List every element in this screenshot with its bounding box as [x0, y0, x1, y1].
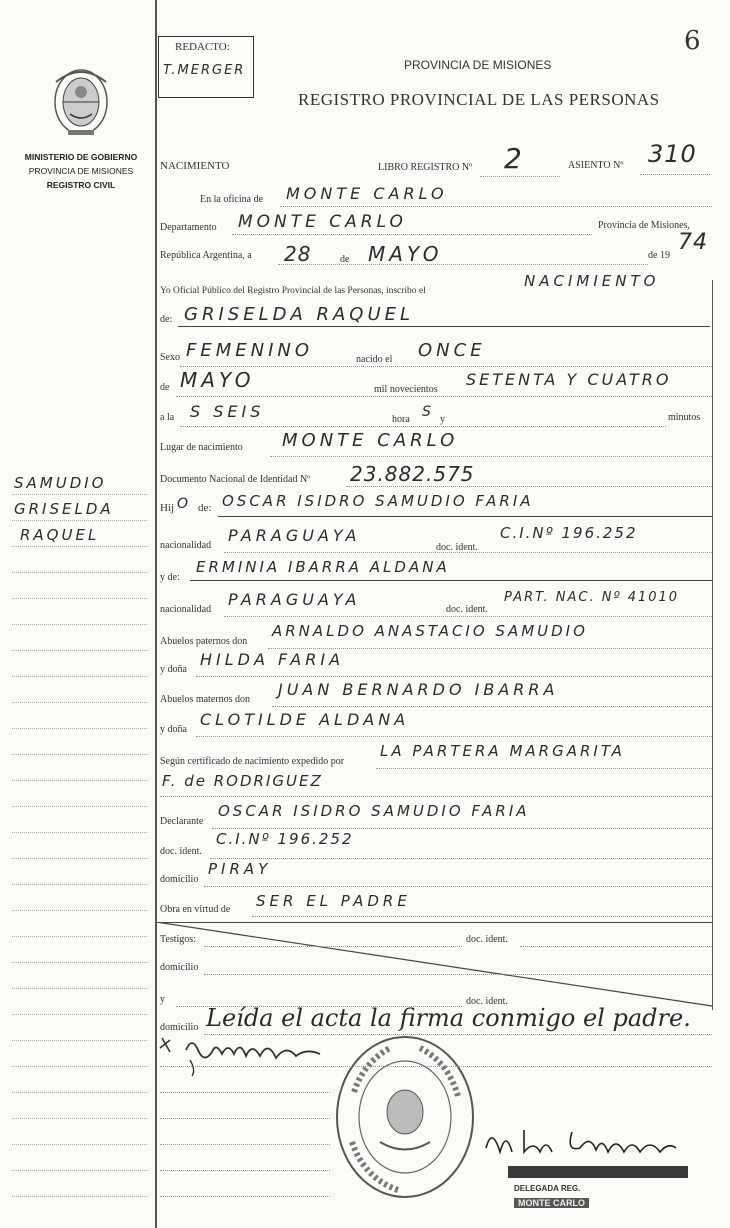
body-dots — [160, 1170, 330, 1171]
margin-dots — [12, 572, 147, 573]
hora-dots — [180, 426, 666, 427]
de2-label: de — [160, 382, 170, 393]
nacido-value: ONCE — [418, 340, 486, 361]
margin-dots — [12, 1092, 147, 1093]
declarant-signature — [156, 1030, 356, 1080]
body-dots — [160, 1144, 330, 1145]
margin-dots — [12, 546, 147, 547]
day-value: 28 — [284, 242, 312, 266]
margin-dots — [12, 910, 147, 911]
margin-dots — [12, 1196, 147, 1197]
body-dots — [160, 1092, 330, 1093]
month2-dots — [176, 396, 712, 397]
month-value: MAYO — [368, 242, 443, 266]
dni-value: 23.882.575 — [350, 462, 475, 486]
abuela-m-dots — [196, 736, 712, 737]
year-value: 74 — [678, 230, 708, 255]
certificado-value-2: F. de RODRIGUEZ — [162, 772, 323, 790]
inscribo-value: NACIMIENTO — [524, 272, 660, 290]
body-dots — [160, 1196, 330, 1197]
margin-dots — [12, 936, 147, 937]
lugar-label: Lugar de nacimiento — [160, 442, 243, 453]
hijo-label: Hij — [160, 502, 175, 514]
nac1-value: PARAGUAYA — [228, 526, 361, 545]
margin-dots — [12, 858, 147, 859]
margin-dots — [12, 988, 147, 989]
domicilio3-label: domicilio — [160, 1022, 199, 1033]
abuela-p-value: HILDA FARIA — [200, 650, 345, 669]
testigos-label: Testigos: — [160, 934, 196, 945]
right-border-line — [712, 280, 713, 1010]
margin-note-line-1: SAMUDIO — [14, 474, 107, 492]
margin-dots — [12, 962, 147, 963]
mother-value: ERMINIA IBARRA ALDANA — [196, 558, 450, 576]
nac1-dots — [224, 552, 712, 553]
abuelo-m-dots — [272, 706, 712, 707]
margin-dots — [12, 702, 147, 703]
y-label: y — [440, 414, 445, 425]
abuelos-p-label: Abuelos paternos don — [160, 636, 248, 647]
de-label: de — [340, 254, 350, 265]
oficina-value: MONTE CARLO — [286, 184, 448, 203]
official-seal-icon — [330, 1032, 480, 1202]
margin-dots — [12, 494, 147, 495]
abuelo-p-dots — [268, 648, 712, 649]
certificado-dots-2 — [160, 796, 712, 797]
asiento-value: 310 — [648, 140, 697, 168]
departamento-value: MONTE CARLO — [238, 212, 407, 232]
hora-label: hora — [392, 414, 410, 425]
hijo-de-label: de: — [198, 502, 212, 514]
closing-statement: Leída el acta la firma conmigo el padre. — [206, 1004, 691, 1032]
oficina-dots — [280, 206, 712, 207]
doc3-label: doc. ident. — [160, 846, 202, 857]
margin-dots — [12, 806, 147, 807]
certificado-dots — [376, 768, 712, 769]
sexo-dots — [180, 366, 712, 367]
doc4-label: doc. ident. — [466, 934, 508, 945]
month2-value: MAYO — [180, 368, 255, 392]
doc5-label: doc. ident. — [466, 996, 508, 1007]
body-dots — [160, 1118, 330, 1119]
de-year-label: de 19 — [648, 250, 670, 261]
abuelos-m-label: Abuelos maternos don — [160, 694, 250, 705]
margin-dots — [12, 1144, 147, 1145]
lugar-dots — [270, 456, 712, 457]
declarante-label: Declarante — [160, 816, 204, 827]
sexo-value: FEMENINO — [186, 340, 314, 361]
doc1-label: doc. ident. — [436, 542, 478, 553]
obra-label: Obra en virtud de — [160, 904, 231, 915]
margin-note-line-3: RAQUEL — [20, 526, 100, 544]
ydona2-label: y doña — [160, 724, 187, 735]
registrar-signature — [480, 1118, 680, 1168]
certificado-label: Según certificado de nacimiento expedido por — [160, 756, 345, 767]
domicilio-label: domicilio — [160, 874, 199, 885]
margin-dots — [12, 1118, 147, 1119]
abuelo-m-value: JUAN BERNARDO IBARRA — [278, 680, 559, 699]
signature-block-line-2: MONTE CARLO — [514, 1198, 589, 1208]
libro-label: LIBRO REGISTRO Nº — [378, 162, 473, 173]
margin-dots — [12, 676, 147, 677]
novecientos-label: mil novecientos — [374, 384, 438, 395]
nac2-value: PARAGUAYA — [228, 590, 361, 609]
header-province: PROVINCIA DE MISIONES — [404, 58, 552, 72]
margin-dots — [12, 1014, 147, 1015]
provincia-label: Provincia de Misiones, — [598, 220, 690, 231]
y2-label: y — [160, 994, 165, 1005]
ministry-line-3: REGISTRO CIVIL — [46, 180, 116, 190]
hora-small-value: S — [422, 404, 435, 420]
ministry-line-1: MINISTERIO DE GOBIERNO — [24, 152, 138, 162]
doc1-value: C.I.Nº 196.252 — [500, 524, 638, 542]
margin-dots — [12, 728, 147, 729]
testigos-strike-line — [156, 922, 712, 1012]
nac1-label: nacionalidad — [160, 540, 212, 551]
hijo-suffix: O — [177, 496, 189, 512]
redacto-box — [158, 36, 254, 98]
domicilio-value: PIRAY — [208, 860, 272, 878]
margin-dots — [12, 780, 147, 781]
margin-dots — [12, 1170, 147, 1171]
body-dots — [160, 1066, 712, 1067]
doc3-dots — [210, 858, 712, 859]
margin-dots — [12, 624, 147, 625]
declarante-value: OSCAR ISIDRO SAMUDIO FARIA — [218, 802, 530, 820]
margin-dots — [12, 1040, 147, 1041]
abuelo-p-value: ARNALDO ANASTACIO SAMUDIO — [272, 622, 588, 640]
minutos-label: minutos — [668, 412, 701, 423]
header-registry: REGISTRO PROVINCIAL DE LAS PERSONAS — [298, 90, 660, 109]
sexo-label: Sexo — [160, 352, 180, 363]
libro-dots — [480, 176, 560, 177]
margin-dots — [12, 520, 147, 521]
republica-dots — [278, 264, 648, 265]
domicilio2-label: domicilio — [160, 962, 199, 973]
margin-dots — [12, 754, 147, 755]
ministry-line-2: PROVINCIA DE MISIONES — [28, 166, 134, 176]
page-number: 6 — [684, 26, 701, 56]
father-underline — [218, 516, 712, 517]
domicilio-dots — [204, 886, 712, 887]
margin-dots — [12, 884, 147, 885]
alas-label: a la — [160, 412, 175, 423]
margin-dots — [12, 832, 147, 833]
departamento-dots — [232, 234, 592, 235]
obra-value: SER EL PADRE — [256, 892, 411, 910]
father-value: OSCAR ISIDRO SAMUDIO FARIA — [222, 492, 534, 510]
oficina-label: En la oficina de — [200, 194, 264, 205]
dni-label: Documento Nacional de Identidad Nº — [160, 474, 311, 485]
asiento-dots — [640, 174, 710, 175]
registrar-stamp-bar — [508, 1166, 688, 1178]
republica-label: República Argentina, a — [160, 250, 252, 261]
abuela-m-value: CLOTILDE ALDANA — [200, 710, 410, 729]
dni-dots — [346, 486, 712, 487]
nacido-label: nacido el — [356, 354, 393, 365]
nac2-dots — [224, 616, 712, 617]
doc2-value: PART. NAC. Nº 41010 — [504, 590, 680, 605]
declarante-dots — [212, 828, 712, 829]
testigos-dots — [204, 946, 462, 947]
hora-value: S SEIS — [190, 402, 265, 421]
name-value: GRISELDA RAQUEL — [184, 304, 415, 325]
abuela-p-dots — [196, 676, 712, 677]
margin-dots — [12, 598, 147, 599]
ydona1-label: y doña — [160, 664, 187, 675]
domicilio2-dots — [204, 974, 712, 975]
coat-of-arms-icon — [48, 62, 114, 138]
libro-value: 2 — [504, 142, 523, 175]
name-underline — [178, 326, 710, 327]
doc2-label: doc. ident. — [446, 604, 488, 615]
signature-block-line: DELEGADA REG. — [514, 1184, 581, 1193]
name-de-label: de: — [160, 314, 173, 325]
novecientos-value: SETENTA Y CUATRO — [466, 370, 672, 389]
asiento-label: ASIENTO Nº — [568, 160, 624, 171]
lugar-value: MONTE CARLO — [282, 430, 459, 451]
departamento-label: Departamento — [160, 222, 217, 233]
certificado-value: LA PARTERA MARGARITA — [380, 742, 625, 760]
oficial-label: Yo Oficial Público del Registro Provincial de las Personas, inscribo el — [160, 286, 426, 296]
redacto-value: T.MERGER — [163, 63, 246, 78]
margin-dots — [12, 1066, 147, 1067]
nac2-label: nacionalidad — [160, 604, 212, 615]
record-type: NACIMIENTO — [160, 160, 230, 172]
redacto-label: REDACTO: — [175, 41, 230, 53]
doc3-value: C.I.Nº 196.252 — [216, 830, 354, 848]
yde-label: y de: — [160, 572, 180, 583]
doc4-dots — [520, 946, 712, 947]
mother-underline — [190, 580, 712, 581]
margin-dots — [12, 650, 147, 651]
margin-note-line-2: GRISELDA — [14, 500, 114, 518]
obra-dots — [252, 916, 712, 917]
